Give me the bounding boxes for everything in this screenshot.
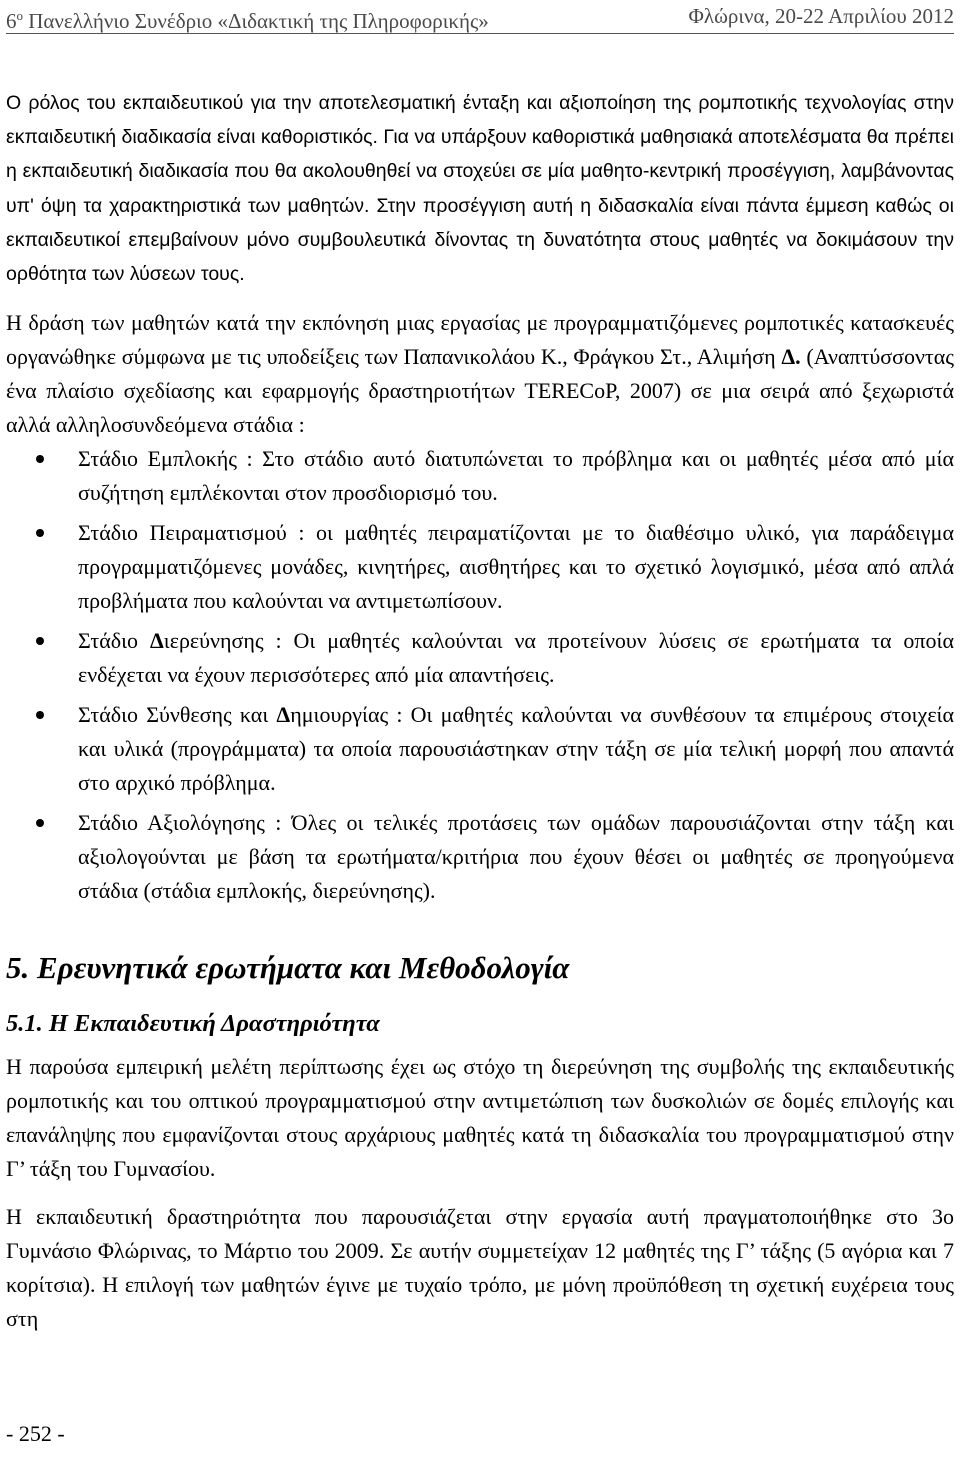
page-body	[6, 86, 954, 1336]
list-item	[78, 806, 954, 908]
conference-location-date: Φλώρινα, 20-22 Απριλίου 2012	[688, 4, 954, 28]
stage-text: : Στο στάδιο αυτό διατυπώνεται το πρόβλημα και οι μαθητές μέσα από μία συζήτηση εμπλέκονται στον προσδιορισμό του.	[78, 446, 954, 506]
stages-list	[6, 442, 954, 908]
running-header	[6, 2, 954, 34]
action-text-b: (Αναπτύσσοντας ένα πλαίσιο σχεδίασης και εφαρμογής δραστηριοτήτων TERECoP, 2007) σε μια σειρά από ξεχωριστά αλλά αλληλοσυνδεόμενα στάδια :	[6, 344, 955, 438]
stage-prefix: Στάδιο Πειραματισμού	[78, 520, 287, 546]
stage-prefix-bold: Δ	[276, 702, 291, 728]
stage-text: ιερεύνησης : Οι μαθητές καλούνται να προτείνουν λύσεις σε ερωτήματα τα οποία ενδέχεται να έχουν περισσότερες από μία απαντήσεις.	[78, 628, 954, 688]
page-number: - 252 -	[6, 1421, 65, 1446]
conference-title	[6, 2, 489, 35]
action-text-a: Η δράση των μαθητών κατά την εκπόνηση μιας εργασίας με προγραμματιζόμενες ρομποτικές κατασκευές οργανώθηκε σύμφωνα με τις υποδείξεις των Παπανικολάου Κ., Φράγκου Στ., Αλιμήση	[6, 310, 954, 370]
list-item	[78, 442, 954, 510]
stage-text: : οι μαθητές πειραματίζονται με το διαθέσιμο υλικό, για παράδειγμα προγραμματιζόμενες μονάδες, κινητήρες, αισθητήρες και το σχετικό λογισμικό, μέσα από απλά προβλήματα που καλούνται να αντιμετωπίσουν.	[78, 520, 954, 614]
edition-superscript: ο	[16, 8, 23, 23]
action-text-bold: Δ.	[781, 344, 801, 370]
stage-prefix-bold: Δ	[149, 628, 164, 654]
stage-text: ημιουργίας : Οι μαθητές καλούνται να συνθέσουν τα επιμέρους στοιχεία και υλικά (προγράμματα) τα οποία παρουσιάστηκαν στην τάξη σε μία τελική μορφή που απαντά στο αρχικό πρόβλημα.	[78, 702, 954, 796]
edition-number: 6	[6, 9, 17, 33]
list-item	[78, 698, 954, 800]
stage-prefix: Στάδιο	[78, 628, 150, 654]
body-paragraph: Η εκπαιδευτική δραστηριότητα που παρουσιάζεται στην εργασία αυτή πραγματοποιήθηκε στο 3ο Γυμνάσιο Φλώρινας, το Μάρτιο του 2009. Σε αυτήν συμμετείχαν 12 μαθητές της Γ’ τάξης (5 αγόρια και 7 κορίτσια). Η επιλογή των μαθητών έγινε με τυχαίο τρόπο, με μόνη προϋπόθεση τη σχετική ευχέρεια τους στη	[6, 1204, 954, 1332]
subsection-heading: 5.1. Η Εκπαιδευτική Δραστηριότητα	[6, 1010, 380, 1038]
intro-paragraph: Ο ρόλος του εκπαιδευτικού για την αποτελεσματική ένταξη και αξιοποίηση της ρομποτικής τεχνολογίας στην εκπαιδευτική διαδικασία είναι καθοριστικός. Για να υπάρξουν καθοριστικά μαθησιακά αποτελέσματα θα πρέπει η εκπαιδευτική διαδικασία που θα ακολουθηθεί να στοχεύει σε μία μαθητο-κεντρική προσέγγιση, λαμβάνοντας υπ' όψη τα χαρακτηριστικά των μαθητών. Στην προσέγγιση αυτή η διδασκαλία είναι πάντα έμμεση καθώς οι εκπαιδευτικοί επεμβαίνουν μόνο συμβουλευτικά δίνοντας τη δυνατότητα στους μαθητές να δοκιμάσουν την ορθότητα των λύσεων τους.	[6, 92, 954, 286]
action-paragraph	[6, 306, 954, 442]
stage-text: : Όλες οι τελικές προτάσεις των ομάδων παρουσιάζονται στην τάξη και αξιολογούνται με βάση τα ερωτήματα/κριτήρια που έχουν θέσει οι μαθητές σε προηγούμενα στάδια (στάδια εμπλοκής, διερεύνησης).	[78, 810, 954, 904]
stage-prefix: Στάδιο Εμπλοκής	[78, 446, 237, 472]
stage-prefix: Στάδιο Σύνθεσης και	[78, 702, 277, 728]
header-divider	[6, 33, 954, 34]
stage-prefix: Στάδιο Αξιολόγησης	[78, 810, 265, 836]
body-paragraph: Η παρούσα εμπειρική μελέτη περίπτωσης έχει ως στόχο τη διερεύνηση της συμβολής της εκπαιδευτικής ρομποτικής και του οπτικού προγραμματισμού στην αντιμετώπιση των δυσκολιών σε δομές επιλογής και επανάληψης που εμφανίζονται στους αρχάριους μαθητές κατά τη διδασκαλία του προγραμματισμού στην Γ’ τάξη του Γυμνασίου.	[6, 1054, 954, 1182]
list-item	[78, 624, 954, 692]
list-item	[78, 516, 954, 618]
conference-name: Πανελλήνιο Συνέδριο «Διδακτική της Πληροφορικής»	[23, 9, 489, 33]
section-heading: 5. Ερευνητικά ερωτήματα και Μεθοδολογία	[6, 950, 570, 986]
